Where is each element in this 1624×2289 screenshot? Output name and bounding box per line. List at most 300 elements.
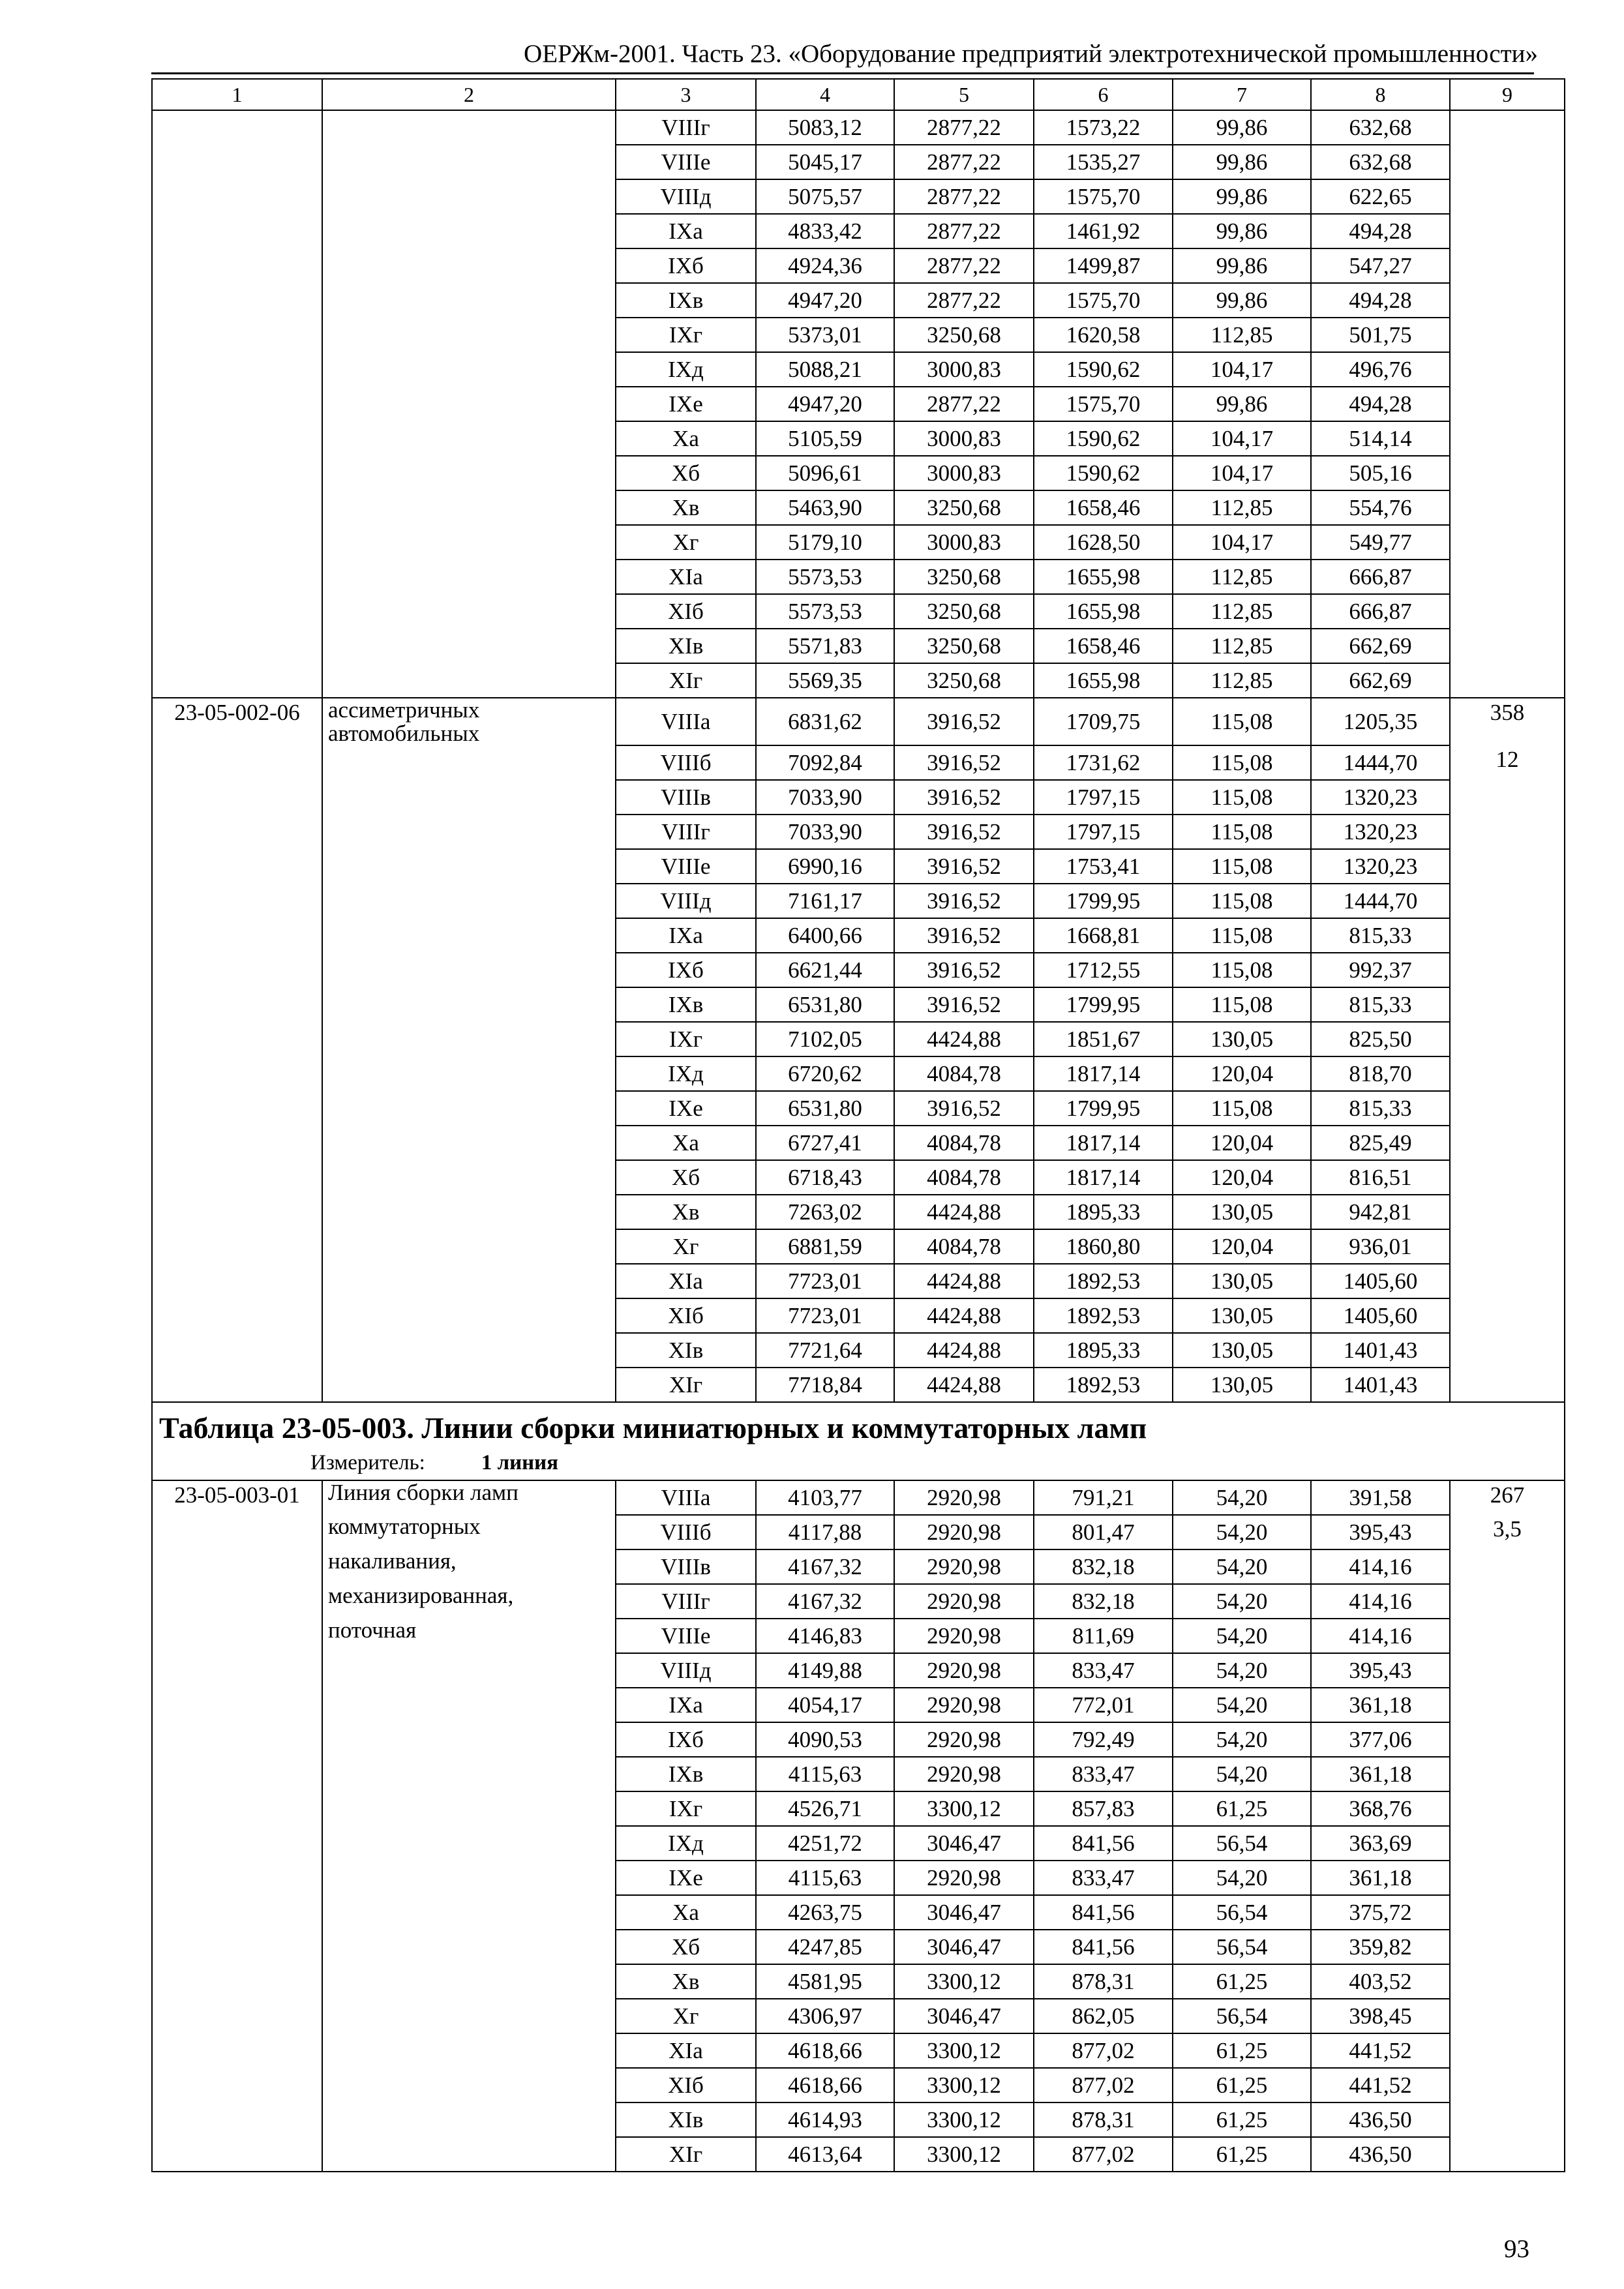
machines-cost: 811,69: [1034, 1619, 1173, 1653]
zone-code: Xб: [616, 456, 756, 490]
labor-value: [1450, 214, 1565, 248]
item-description: [322, 1999, 616, 2033]
machines-cost: 1892,53: [1034, 1368, 1173, 1402]
labor-value: [1450, 815, 1565, 849]
meter-label: Измеритель:: [310, 1451, 425, 1474]
table-row: [152, 1480, 1565, 1515]
salary-cost: 3046,47: [894, 1895, 1034, 1930]
labor-value: [1450, 1229, 1565, 1264]
salary-cost: 3250,68: [894, 560, 1034, 594]
total-cost: 6727,41: [756, 1126, 894, 1160]
total-cost: 7033,90: [756, 780, 894, 815]
zone-code: IXг: [616, 1022, 756, 1056]
table-row: [152, 1091, 1565, 1126]
item-code-empty: [152, 456, 322, 490]
labor-value: [1450, 663, 1565, 698]
zone-code: Xв: [616, 490, 756, 525]
zone-code: IXд: [616, 1056, 756, 1091]
machinists-salary: 54,20: [1173, 1757, 1311, 1791]
materials-cost: 815,33: [1311, 918, 1450, 953]
total-cost: 7723,01: [756, 1298, 894, 1333]
total-cost: 5083,12: [756, 110, 894, 145]
machinists-salary: 54,20: [1173, 1653, 1311, 1688]
table-title-cell: [152, 1402, 1565, 1480]
table-row: [152, 1298, 1565, 1333]
machines-cost: 877,02: [1034, 2068, 1173, 2102]
labor-value: [1450, 1826, 1565, 1861]
table-title-row: [152, 1402, 1565, 1480]
salary-cost: 3046,47: [894, 1826, 1034, 1861]
item-code-empty: [152, 1333, 322, 1368]
table-meter: [159, 1450, 1557, 1476]
machines-cost: 1499,87: [1034, 248, 1173, 283]
table-row: [152, 1549, 1565, 1584]
machinists-salary: 115,08: [1173, 884, 1311, 918]
machines-cost: 792,49: [1034, 1722, 1173, 1757]
zone-code: IXв: [616, 987, 756, 1022]
materials-cost: 494,28: [1311, 387, 1450, 421]
page-header-title: ОЕРЖм-2001. Часть 23. «Оборудование предприятий электротехнической промышленности»: [524, 40, 1538, 68]
materials-cost: 377,06: [1311, 1722, 1450, 1757]
total-cost: 4306,97: [756, 1999, 894, 2033]
item-code-empty: [152, 560, 322, 594]
zone-code: XIв: [616, 629, 756, 663]
table-row: [152, 815, 1565, 849]
item-description: [322, 248, 616, 283]
salary-cost: 3300,12: [894, 2068, 1034, 2102]
materials-cost: 496,76: [1311, 352, 1450, 387]
item-code-empty: [152, 421, 322, 456]
machinists-salary: 61,25: [1173, 1791, 1311, 1826]
materials-cost: 398,45: [1311, 1999, 1450, 2033]
table-row: [152, 780, 1565, 815]
salary-cost: 3000,83: [894, 421, 1034, 456]
labor-value: [1450, 110, 1565, 145]
total-cost: 4833,42: [756, 214, 894, 248]
machines-cost: 1590,62: [1034, 421, 1173, 456]
zone-code: Xа: [616, 421, 756, 456]
item-description: [322, 884, 616, 918]
table-row: [152, 456, 1565, 490]
total-cost: 6831,62: [756, 698, 894, 745]
machinists-salary: 56,54: [1173, 1999, 1311, 2033]
item-description: [322, 1298, 616, 1333]
machinists-salary: 112,85: [1173, 490, 1311, 525]
labor-value: 267: [1450, 1480, 1565, 1515]
table-row: [152, 1584, 1565, 1619]
zone-code: VIIIв: [616, 780, 756, 815]
item-description: коммутаторных: [322, 1515, 616, 1549]
materials-cost: 622,65: [1311, 179, 1450, 214]
total-cost: 4924,36: [756, 248, 894, 283]
machinists-salary: 61,25: [1173, 2102, 1311, 2137]
labor-value: [1450, 780, 1565, 815]
materials-cost: 395,43: [1311, 1653, 1450, 1688]
materials-cost: 816,51: [1311, 1160, 1450, 1195]
machinists-salary: 115,08: [1173, 815, 1311, 849]
table-row: [152, 2068, 1565, 2102]
item-code-empty: [152, 1549, 322, 1584]
item-code-empty: [152, 1791, 322, 1826]
machinists-salary: 56,54: [1173, 1930, 1311, 1964]
materials-cost: 1405,60: [1311, 1264, 1450, 1298]
total-cost: 5045,17: [756, 145, 894, 179]
item-code-empty: [152, 1091, 322, 1126]
item-code-empty: [152, 1861, 322, 1895]
item-code-empty: [152, 1264, 322, 1298]
table-row: [152, 1653, 1565, 1688]
total-cost: 4149,88: [756, 1653, 894, 1688]
total-cost: 5088,21: [756, 352, 894, 387]
zone-code: Xг: [616, 1999, 756, 2033]
machinists-salary: 99,86: [1173, 214, 1311, 248]
labor-value: [1450, 2033, 1565, 2068]
item-code-empty: [152, 1826, 322, 1861]
zone-code: IXе: [616, 1091, 756, 1126]
item-description: [322, 780, 616, 815]
item-code-empty: [152, 1229, 322, 1264]
labor-value: [1450, 1757, 1565, 1791]
machinists-salary: 99,86: [1173, 110, 1311, 145]
table-row: [152, 1056, 1565, 1091]
item-description: [322, 1861, 616, 1895]
machinists-salary: 61,25: [1173, 2137, 1311, 2172]
materials-cost: 436,50: [1311, 2102, 1450, 2137]
table-row: [152, 248, 1565, 283]
item-description: [322, 629, 616, 663]
materials-cost: 361,18: [1311, 1861, 1450, 1895]
zone-code: IXа: [616, 1688, 756, 1722]
table-row: [152, 1722, 1565, 1757]
item-description: [322, 1229, 616, 1264]
machinists-salary: 56,54: [1173, 1826, 1311, 1861]
machines-cost: 1895,33: [1034, 1333, 1173, 1368]
zone-code: VIIIе: [616, 849, 756, 884]
salary-cost: 4424,88: [894, 1264, 1034, 1298]
labor-value: [1450, 1298, 1565, 1333]
machinists-salary: 120,04: [1173, 1160, 1311, 1195]
machines-cost: 1797,15: [1034, 815, 1173, 849]
item-code-empty: [152, 1126, 322, 1160]
machinists-salary: 104,17: [1173, 421, 1311, 456]
machines-cost: 857,83: [1034, 1791, 1173, 1826]
materials-cost: 666,87: [1311, 560, 1450, 594]
table-row: [152, 1930, 1565, 1964]
zone-code: VIIIв: [616, 1549, 756, 1584]
item-code-empty: [152, 815, 322, 849]
materials-cost: 494,28: [1311, 283, 1450, 318]
zone-code: XIа: [616, 2033, 756, 2068]
item-code-empty: [152, 663, 322, 698]
machines-cost: 1851,67: [1034, 1022, 1173, 1056]
item-description: [322, 1195, 616, 1229]
labor-value: 3,5: [1450, 1515, 1565, 1549]
machines-cost: 1658,46: [1034, 490, 1173, 525]
salary-cost: 4424,88: [894, 1298, 1034, 1333]
price-table: [151, 78, 1565, 2172]
item-code-empty: [152, 849, 322, 884]
table-row: [152, 110, 1565, 145]
machines-cost: 1799,95: [1034, 987, 1173, 1022]
salary-cost: 3250,68: [894, 663, 1034, 698]
machines-cost: 1892,53: [1034, 1264, 1173, 1298]
table-row: [152, 352, 1565, 387]
machines-cost: 1590,62: [1034, 456, 1173, 490]
total-cost: 6718,43: [756, 1160, 894, 1195]
table-row: [152, 1229, 1565, 1264]
item-code-empty: [152, 1195, 322, 1229]
total-cost: 4947,20: [756, 387, 894, 421]
item-code-empty: [152, 1515, 322, 1549]
machines-cost: 1817,14: [1034, 1126, 1173, 1160]
total-cost: 4618,66: [756, 2033, 894, 2068]
item-code-empty: [152, 2033, 322, 2068]
total-cost: 7102,05: [756, 1022, 894, 1056]
table-row: [152, 1895, 1565, 1930]
materials-cost: 436,50: [1311, 2137, 1450, 2172]
zone-code: Xа: [616, 1895, 756, 1930]
machines-cost: 1797,15: [1034, 780, 1173, 815]
column-number: 1: [152, 79, 322, 110]
machinists-salary: 99,86: [1173, 145, 1311, 179]
labor-value: [1450, 1930, 1565, 1964]
labor-value: [1450, 884, 1565, 918]
zone-code: IXд: [616, 1826, 756, 1861]
machines-cost: 772,01: [1034, 1688, 1173, 1722]
materials-cost: 818,70: [1311, 1056, 1450, 1091]
total-cost: 7161,17: [756, 884, 894, 918]
labor-value: [1450, 1791, 1565, 1826]
total-cost: 4115,63: [756, 1757, 894, 1791]
item-description: [322, 745, 616, 780]
labor-value: [1450, 2137, 1565, 2172]
labor-value: [1450, 1895, 1565, 1930]
item-description: [322, 421, 616, 456]
item-description: [322, 1368, 616, 1402]
materials-cost: 1444,70: [1311, 884, 1450, 918]
machinists-salary: 115,08: [1173, 953, 1311, 987]
zone-code: VIIIе: [616, 145, 756, 179]
materials-cost: 942,81: [1311, 1195, 1450, 1229]
machines-cost: 1895,33: [1034, 1195, 1173, 1229]
item-description: [322, 849, 616, 884]
labor-value: [1450, 1549, 1565, 1584]
item-description: [322, 1895, 616, 1930]
salary-cost: 3916,52: [894, 698, 1034, 745]
table-body: [152, 79, 1565, 2172]
table-row: [152, 525, 1565, 560]
machines-cost: 1817,14: [1034, 1160, 1173, 1195]
item-description: накаливания,: [322, 1549, 616, 1584]
salary-cost: 2920,98: [894, 1757, 1034, 1791]
zone-code: IXг: [616, 318, 756, 352]
zone-code: VIIIд: [616, 179, 756, 214]
materials-cost: 414,16: [1311, 1549, 1450, 1584]
table-row: [152, 214, 1565, 248]
labor-value: [1450, 629, 1565, 663]
machines-cost: 832,18: [1034, 1549, 1173, 1584]
item-code-empty: [152, 1999, 322, 2033]
table-row: [152, 387, 1565, 421]
salary-cost: 2920,98: [894, 1653, 1034, 1688]
materials-cost: 403,52: [1311, 1964, 1450, 1999]
zone-code: IXв: [616, 1757, 756, 1791]
salary-cost: 2877,22: [894, 214, 1034, 248]
item-description: [322, 1056, 616, 1091]
materials-cost: 1205,35: [1311, 698, 1450, 745]
item-code-empty: [152, 490, 322, 525]
column-number: 8: [1311, 79, 1450, 110]
item-code-empty: [152, 179, 322, 214]
item-description: [322, 2033, 616, 2068]
zone-code: Xб: [616, 1160, 756, 1195]
zone-code: IXд: [616, 352, 756, 387]
item-code-empty: [152, 525, 322, 560]
table-row: [152, 1368, 1565, 1402]
zone-code: XIв: [616, 1333, 756, 1368]
machines-cost: 877,02: [1034, 2033, 1173, 2068]
total-cost: 6881,59: [756, 1229, 894, 1264]
salary-cost: 3916,52: [894, 884, 1034, 918]
zone-code: Xг: [616, 525, 756, 560]
total-cost: 7718,84: [756, 1368, 894, 1402]
salary-cost: 3000,83: [894, 456, 1034, 490]
labor-value: [1450, 1022, 1565, 1056]
zone-code: IXа: [616, 918, 756, 953]
materials-cost: 547,27: [1311, 248, 1450, 283]
materials-cost: 632,68: [1311, 110, 1450, 145]
machinists-salary: 130,05: [1173, 1022, 1311, 1056]
materials-cost: 662,69: [1311, 663, 1450, 698]
salary-cost: 2877,22: [894, 110, 1034, 145]
table-row: [152, 663, 1565, 698]
item-code-empty: [152, 745, 322, 780]
zone-code: IXв: [616, 283, 756, 318]
item-description: [322, 525, 616, 560]
item-code-empty: [152, 1964, 322, 1999]
item-description: [322, 1826, 616, 1861]
total-cost: 5373,01: [756, 318, 894, 352]
labor-value: [1450, 560, 1565, 594]
zone-code: VIIIг: [616, 1584, 756, 1619]
materials-cost: 359,82: [1311, 1930, 1450, 1964]
salary-cost: 4424,88: [894, 1195, 1034, 1229]
salary-cost: 3300,12: [894, 2137, 1034, 2172]
zone-code: XIб: [616, 2068, 756, 2102]
item-code-empty: [152, 1584, 322, 1619]
total-cost: 5096,61: [756, 456, 894, 490]
labor-value: 12: [1450, 745, 1565, 780]
machinists-salary: 99,86: [1173, 283, 1311, 318]
zone-code: VIIIг: [616, 815, 756, 849]
labor-value: [1450, 318, 1565, 352]
item-code-empty: [152, 884, 322, 918]
table-row: [152, 2033, 1565, 2068]
table-row: [152, 490, 1565, 525]
labor-value: [1450, 1195, 1565, 1229]
total-cost: 5573,53: [756, 560, 894, 594]
table-row: [152, 1757, 1565, 1791]
machinists-salary: 115,08: [1173, 745, 1311, 780]
materials-cost: 1405,60: [1311, 1298, 1450, 1333]
machines-cost: 832,18: [1034, 1584, 1173, 1619]
salary-cost: 3300,12: [894, 2102, 1034, 2137]
zone-code: VIIIе: [616, 1619, 756, 1653]
item-description: [322, 179, 616, 214]
table-row: [152, 987, 1565, 1022]
machinists-salary: 54,20: [1173, 1861, 1311, 1895]
materials-cost: 494,28: [1311, 214, 1450, 248]
meter-unit: 1 линия: [481, 1451, 559, 1474]
machinists-salary: 120,04: [1173, 1126, 1311, 1160]
machinists-salary: 115,08: [1173, 918, 1311, 953]
salary-cost: 3916,52: [894, 918, 1034, 953]
materials-cost: 666,87: [1311, 594, 1450, 629]
item-code-empty: [152, 2137, 322, 2172]
machinists-salary: 54,20: [1173, 1549, 1311, 1584]
item-code-empty: [152, 780, 322, 815]
labor-value: [1450, 849, 1565, 884]
materials-cost: 992,37: [1311, 953, 1450, 987]
labor-value: [1450, 594, 1565, 629]
machines-cost: 1709,75: [1034, 698, 1173, 745]
zone-code: XIа: [616, 1264, 756, 1298]
item-code-empty: [152, 387, 322, 421]
table-row: [152, 2102, 1565, 2137]
item-code-empty: [152, 1298, 322, 1333]
total-cost: 4117,88: [756, 1515, 894, 1549]
salary-cost: 4084,78: [894, 1056, 1034, 1091]
machines-cost: 801,47: [1034, 1515, 1173, 1549]
machines-cost: 1575,70: [1034, 387, 1173, 421]
machinists-salary: 115,08: [1173, 780, 1311, 815]
item-description: [322, 1688, 616, 1722]
labor-value: [1450, 421, 1565, 456]
labor-value: [1450, 1368, 1565, 1402]
zone-code: Xа: [616, 1126, 756, 1160]
table-row: [152, 698, 1565, 745]
labor-value: [1450, 1160, 1565, 1195]
zone-code: XIб: [616, 594, 756, 629]
item-description: [322, 953, 616, 987]
machines-cost: 1817,14: [1034, 1056, 1173, 1091]
item-description: [322, 1791, 616, 1826]
salary-cost: 3250,68: [894, 490, 1034, 525]
item-description: [322, 2137, 616, 2172]
machines-cost: 833,47: [1034, 1757, 1173, 1791]
total-cost: 7263,02: [756, 1195, 894, 1229]
machines-cost: 862,05: [1034, 1999, 1173, 2033]
materials-cost: 368,76: [1311, 1791, 1450, 1826]
salary-cost: 4084,78: [894, 1229, 1034, 1264]
zone-code: IXе: [616, 1861, 756, 1895]
total-cost: 7092,84: [756, 745, 894, 780]
machinists-salary: 115,08: [1173, 987, 1311, 1022]
labor-value: [1450, 2102, 1565, 2137]
total-cost: 7033,90: [756, 815, 894, 849]
total-cost: 4614,93: [756, 2102, 894, 2137]
materials-cost: 815,33: [1311, 987, 1450, 1022]
item-code: 23-05-003-01: [152, 1480, 322, 1515]
machines-cost: 1575,70: [1034, 179, 1173, 214]
labor-value: [1450, 2068, 1565, 2102]
zone-code: VIIIд: [616, 884, 756, 918]
total-cost: 5573,53: [756, 594, 894, 629]
column-number: 2: [322, 79, 616, 110]
salary-cost: 4084,78: [894, 1126, 1034, 1160]
materials-cost: 361,18: [1311, 1688, 1450, 1722]
table-row: [152, 1160, 1565, 1195]
